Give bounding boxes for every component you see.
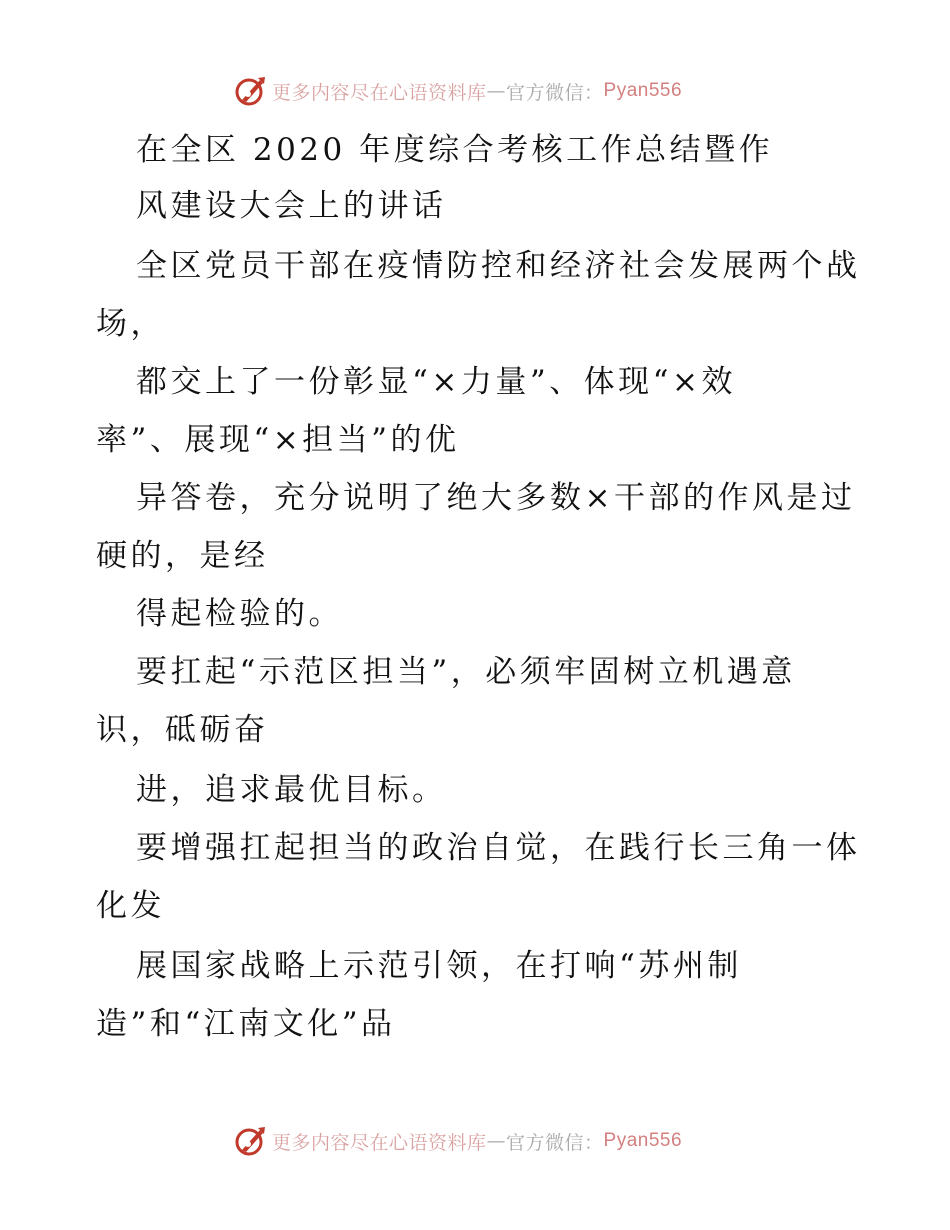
watermark-dash: — — [486, 1130, 507, 1152]
paragraph-line: 异答卷，充分说明了绝大多数×干部的作风是过 — [136, 480, 856, 516]
watermark-footer — [234, 1124, 682, 1158]
watermark-main-text: 更多内容尽在心语资料库 — [272, 81, 487, 104]
paragraph-line: 场， — [96, 306, 165, 342]
quill-logo-icon — [234, 74, 268, 108]
paragraph-line: 都交上了一份彰显“×力量”、体现“×效 — [136, 364, 736, 400]
paragraph-line: 造”和“江南文化”品 — [96, 1006, 396, 1042]
watermark-header — [234, 74, 682, 108]
quill-logo-icon — [234, 1124, 268, 1158]
watermark-id: Pyan556 — [603, 1130, 683, 1151]
paragraph-line: 全区党员干部在疫情防控和经济社会发展两个战 — [136, 248, 861, 284]
watermark-sub-text: 官方微信： — [506, 1131, 604, 1154]
paragraph-line: 硬的，是经 — [96, 538, 269, 574]
paragraph-line: 率”、展现“×担当”的优 — [96, 422, 460, 458]
watermark-dash: — — [486, 80, 507, 102]
paragraph-line: 识，砥砺奋 — [96, 712, 269, 748]
paragraph-line: 进，追求最优目标。 — [136, 772, 447, 808]
paragraph-line: 得起检验的。 — [136, 596, 343, 632]
title-line-2: 风建设大会上的讲话 — [136, 188, 447, 224]
watermark-main-text: 更多内容尽在心语资料库 — [272, 1131, 487, 1154]
paragraph-line: 化发 — [96, 888, 165, 924]
watermark-id: Pyan556 — [603, 80, 683, 101]
title-line-1: 在全区 2020 年度综合考核工作总结暨作 — [136, 132, 774, 168]
paragraph-line: 展国家战略上示范引领，在打响“苏州制 — [136, 948, 742, 984]
paragraph-line: 要扛起“示范区担当”，必须牢固树立机遇意 — [136, 654, 796, 690]
watermark-sub-text: 官方微信： — [506, 81, 604, 104]
paragraph-line: 要增强扛起担当的政治自觉，在践行长三角一体 — [136, 830, 861, 866]
